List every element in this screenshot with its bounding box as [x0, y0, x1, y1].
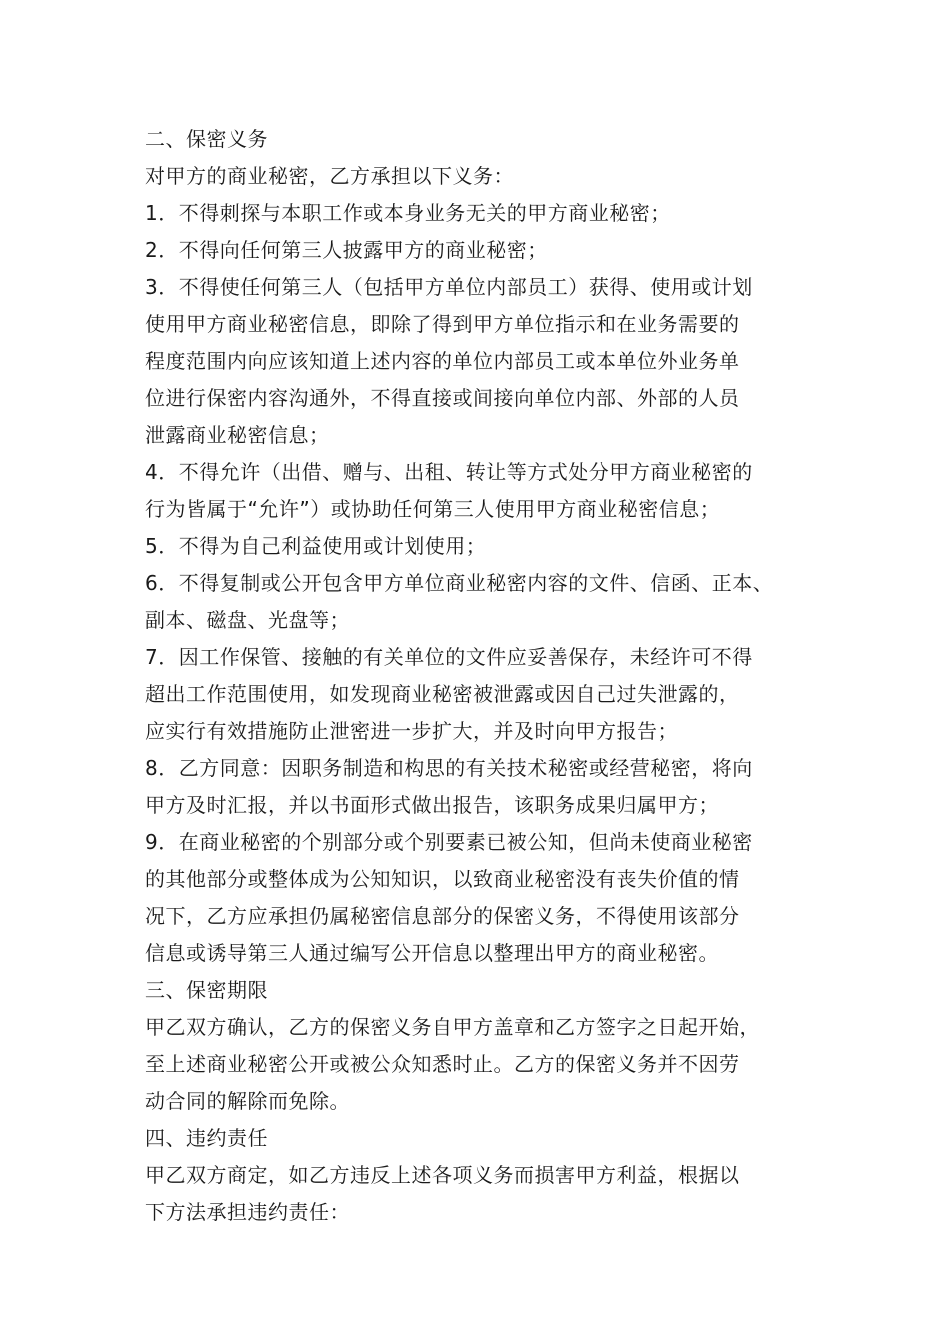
list-item-1: 1．不得刺探与本职工作或本身业务无关的甲方商业秘密； [145, 201, 671, 225]
paragraph-line: 至上述商业秘密公开或被公众知悉时止。乙方的保密义务并不因劳 [145, 1052, 740, 1076]
paragraph-line: 甲方及时汇报，并以书面形式做出报告，该职务成果归属甲方； [145, 793, 719, 817]
list-item-4: 4．不得允许（出借、赠与、出租、转让等方式处分甲方商业秘密的 [145, 460, 753, 484]
section-heading-term: 三、保密期限 [145, 978, 268, 1002]
list-item-7: 7．因工作保管、接触的有关单位的文件应妥善保存，未经许可不得 [145, 645, 753, 669]
list-item-5: 5．不得为自己利益使用或计划使用； [145, 534, 487, 558]
paragraph-line: 超出工作范围使用，如发现商业秘密被泄露或因自己过失泄露的， [145, 682, 740, 706]
document-body [145, 121, 835, 1231]
paragraph-line: 应实行有效措施防止泄密进一步扩大，并及时向甲方报告； [145, 719, 678, 743]
list-item-6: 6．不得复制或公开包含甲方单位商业秘密内容的文件、信函、正本、 [145, 571, 774, 595]
paragraph-line: 甲乙双方商定，如乙方违反上述各项义务而损害甲方利益，根据以 [145, 1163, 740, 1187]
list-item-8: 8．乙方同意：因职务制造和构思的有关技术秘密或经营秘密，将向 [145, 756, 753, 780]
paragraph-line: 副本、磁盘、光盘等； [145, 608, 350, 632]
paragraph-line: 甲乙双方确认，乙方的保密义务自甲方盖章和乙方签字之日起开始， [145, 1015, 760, 1039]
paragraph-line: 程度范围内向应该知道上述内容的单位内部员工或本单位外业务单 [145, 349, 740, 373]
paragraph-line: 位进行保密内容沟通外，不得直接或间接向单位内部、外部的人员 [145, 386, 740, 410]
paragraph-line: 况下，乙方应承担仍属秘密信息部分的保密义务，不得使用该部分 [145, 904, 740, 928]
paragraph-line: 信息或诱导第三人通过编写公开信息以整理出甲方的商业秘密。 [145, 941, 719, 965]
paragraph-line: 动合同的解除而免除。 [145, 1089, 350, 1113]
paragraph-line: 行为皆属于“允许”）或协助任何第三人使用甲方商业秘密信息； [145, 497, 721, 521]
section-heading-liability: 四、违约责任 [145, 1126, 268, 1150]
list-item-3: 3．不得使任何第三人（包括甲方单位内部员工）获得、使用或计划 [145, 275, 753, 299]
paragraph-line: 泄露商业秘密信息； [145, 423, 330, 447]
list-item-9: 9．在商业秘密的个别部分或个别要素已被公知，但尚未使商业秘密 [145, 830, 753, 854]
paragraph-line: 的其他部分或整体成为公知知识，以致商业秘密没有丧失价值的情 [145, 867, 740, 891]
paragraph-line: 使用甲方商业秘密信息，即除了得到甲方单位指示和在业务需要的 [145, 312, 740, 336]
paragraph-line: 对甲方的商业秘密，乙方承担以下义务： [145, 164, 514, 188]
list-item-2: 2．不得向任何第三人披露甲方的商业秘密； [145, 238, 548, 262]
section-heading-obligations: 二、保密义务 [145, 127, 268, 151]
paragraph-line: 下方法承担违约责任： [145, 1200, 350, 1224]
